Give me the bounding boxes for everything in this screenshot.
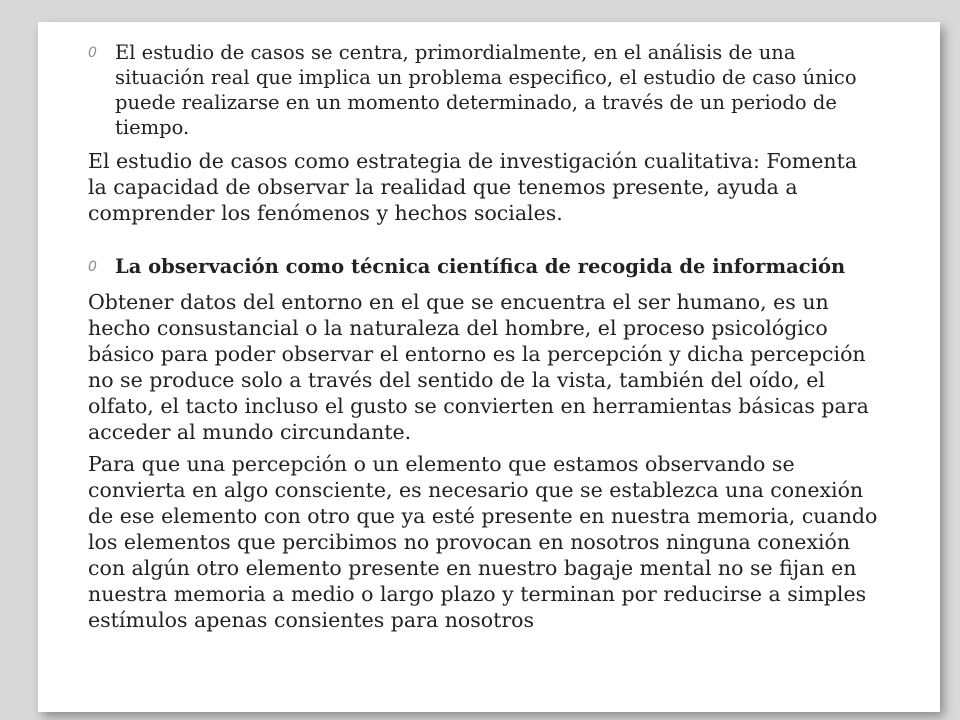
bullet-marker: 0 xyxy=(88,45,97,61)
bullet-item xyxy=(88,40,878,140)
paragraph: El estudio de casos como estrategia de investigación cualitativa: Fomenta la capacidad de observar la realidad que tenemos presente, ayuda a comprender los fenómenos y hechos sociales. xyxy=(88,149,858,225)
paragraph: Para que una percepción o un elemento que estamos observando se convierta en algo consciente, es necesario que se establezca una conexión de ese elemento con otro que ya esté presente en nuestra memoria, cuando los elementos que percibimos no provocan en nosotros ninguna conexión con algún otro elemento presente en nuestro bagaje mental no se fijan en nuestra memoria a medio o largo plazo y terminan por reducirse a simples estímulos apenas consientes para nosotros xyxy=(88,452,878,632)
bullet-item xyxy=(88,254,878,279)
bullet-text: El estudio de casos se centra, primordialmente, en el análisis de una situación real que implica un problema especifico, el estudio de caso único puede realizarse en un momento determinado, a través de un periodo de tiempo. xyxy=(115,41,857,139)
paragraph: Obtener datos del entorno en el que se encuentra el ser humano, es un hecho consustancial o la naturaleza del hombre, el proceso psicológico básico para poder observar el entorno es la percepción y dicha percepción no se produce solo a través del sentido de la vista, también del oído, el olfato, el tacto incluso el gusto se convierten en herramientas básicas para acceder al mundo circundante. xyxy=(88,290,869,444)
bullet-heading: La observación como técnica científica de recogida de información xyxy=(115,255,846,278)
slide xyxy=(38,22,940,712)
slide-content xyxy=(88,40,878,633)
bullet-marker: 0 xyxy=(88,259,97,275)
